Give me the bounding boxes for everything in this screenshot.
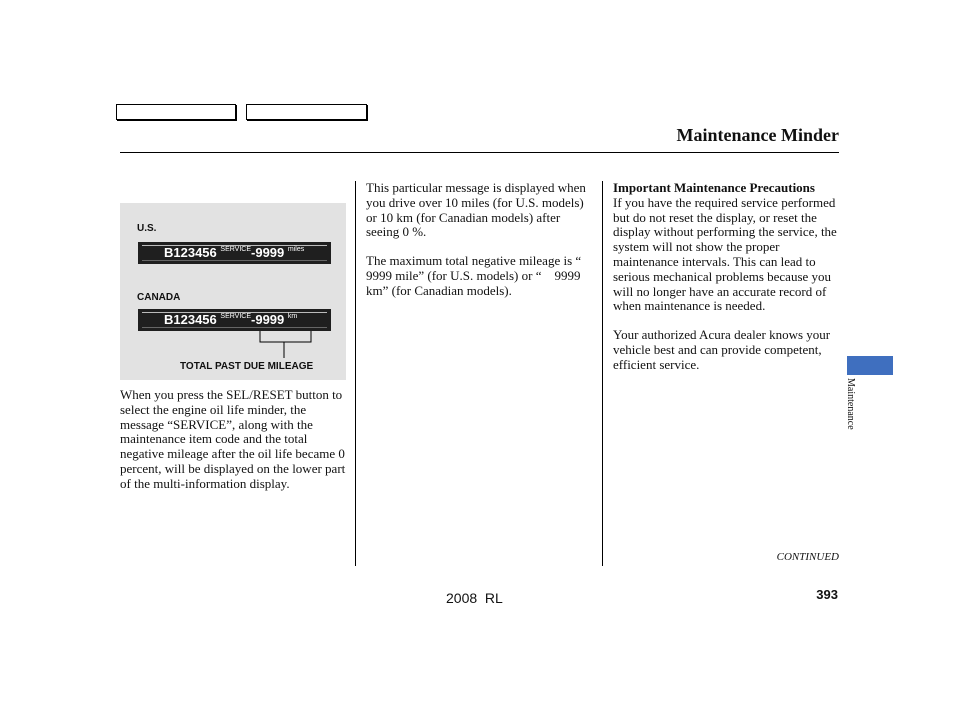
callout-label: TOTAL PAST DUE MILEAGE — [180, 361, 314, 372]
column-divider-1 — [355, 181, 356, 566]
canada-mileage: -9999 — [251, 312, 285, 327]
canada-unit: km — [287, 313, 298, 320]
us-label: U.S. — [137, 223, 157, 234]
header-tab-box-2 — [246, 104, 367, 120]
column-divider-2 — [602, 181, 603, 566]
column-3-paragraph-2: Your authorized Acura dealer knows your vehicle best and can provide competent, efficient service. — [613, 327, 831, 372]
header-rule — [120, 152, 839, 153]
us-unit: miles — [287, 246, 305, 253]
continued-label: CONTINUED — [776, 551, 839, 563]
side-tab-label: Maintenance — [845, 378, 856, 430]
callout-bracket — [120, 203, 346, 380]
column-2-paragraph-2: The maximum total negative mileage is “ 9999 mile” (for U.S. models) or “ 9999 km” (for Canadian models). — [366, 253, 595, 298]
us-service-text: SERVICE — [220, 246, 252, 253]
us-mileage: -9999 — [251, 245, 285, 260]
us-item-code: B123456 — [164, 245, 217, 260]
canada-label: CANADA — [137, 292, 181, 303]
precautions-heading: Important Maintenance Precautions — [613, 180, 815, 195]
page-number: 393 — [816, 587, 838, 602]
display-illustration — [120, 203, 346, 380]
column-3-text — [613, 181, 839, 373]
header-tab-box-1 — [116, 104, 236, 120]
canada-service-text: SERVICE — [220, 313, 252, 320]
column-1-text — [120, 388, 348, 492]
section-title: Maintenance Minder — [676, 125, 839, 145]
column-1-paragraph: When you press the SEL/RESET button to select the engine oil life minder, the message “SERVICE”, along with the maintenance item code and the total negative mileage after the oil life became 0 percent, will be displayed on the lower part of the multi-information display. — [120, 387, 346, 491]
footer-model: 2008 RL — [446, 590, 503, 606]
canada-item-code: B123456 — [164, 312, 217, 327]
column-2-paragraph-1: This particular message is displayed when you drive over 10 miles (for U.S. models) or 10 km (for Canadian models) after seeing 0 %. — [366, 180, 586, 240]
section-side-tab — [847, 356, 893, 375]
column-3-paragraph-1: If you have the required service performed but do not reset the display, or reset the display without performing the service, the system will not show the proper maintenance intervals. This can lead to serious mechanical problems because you will no longer have an accurate record of when maintenance is needed. — [613, 194, 837, 314]
column-2-text — [366, 181, 596, 299]
